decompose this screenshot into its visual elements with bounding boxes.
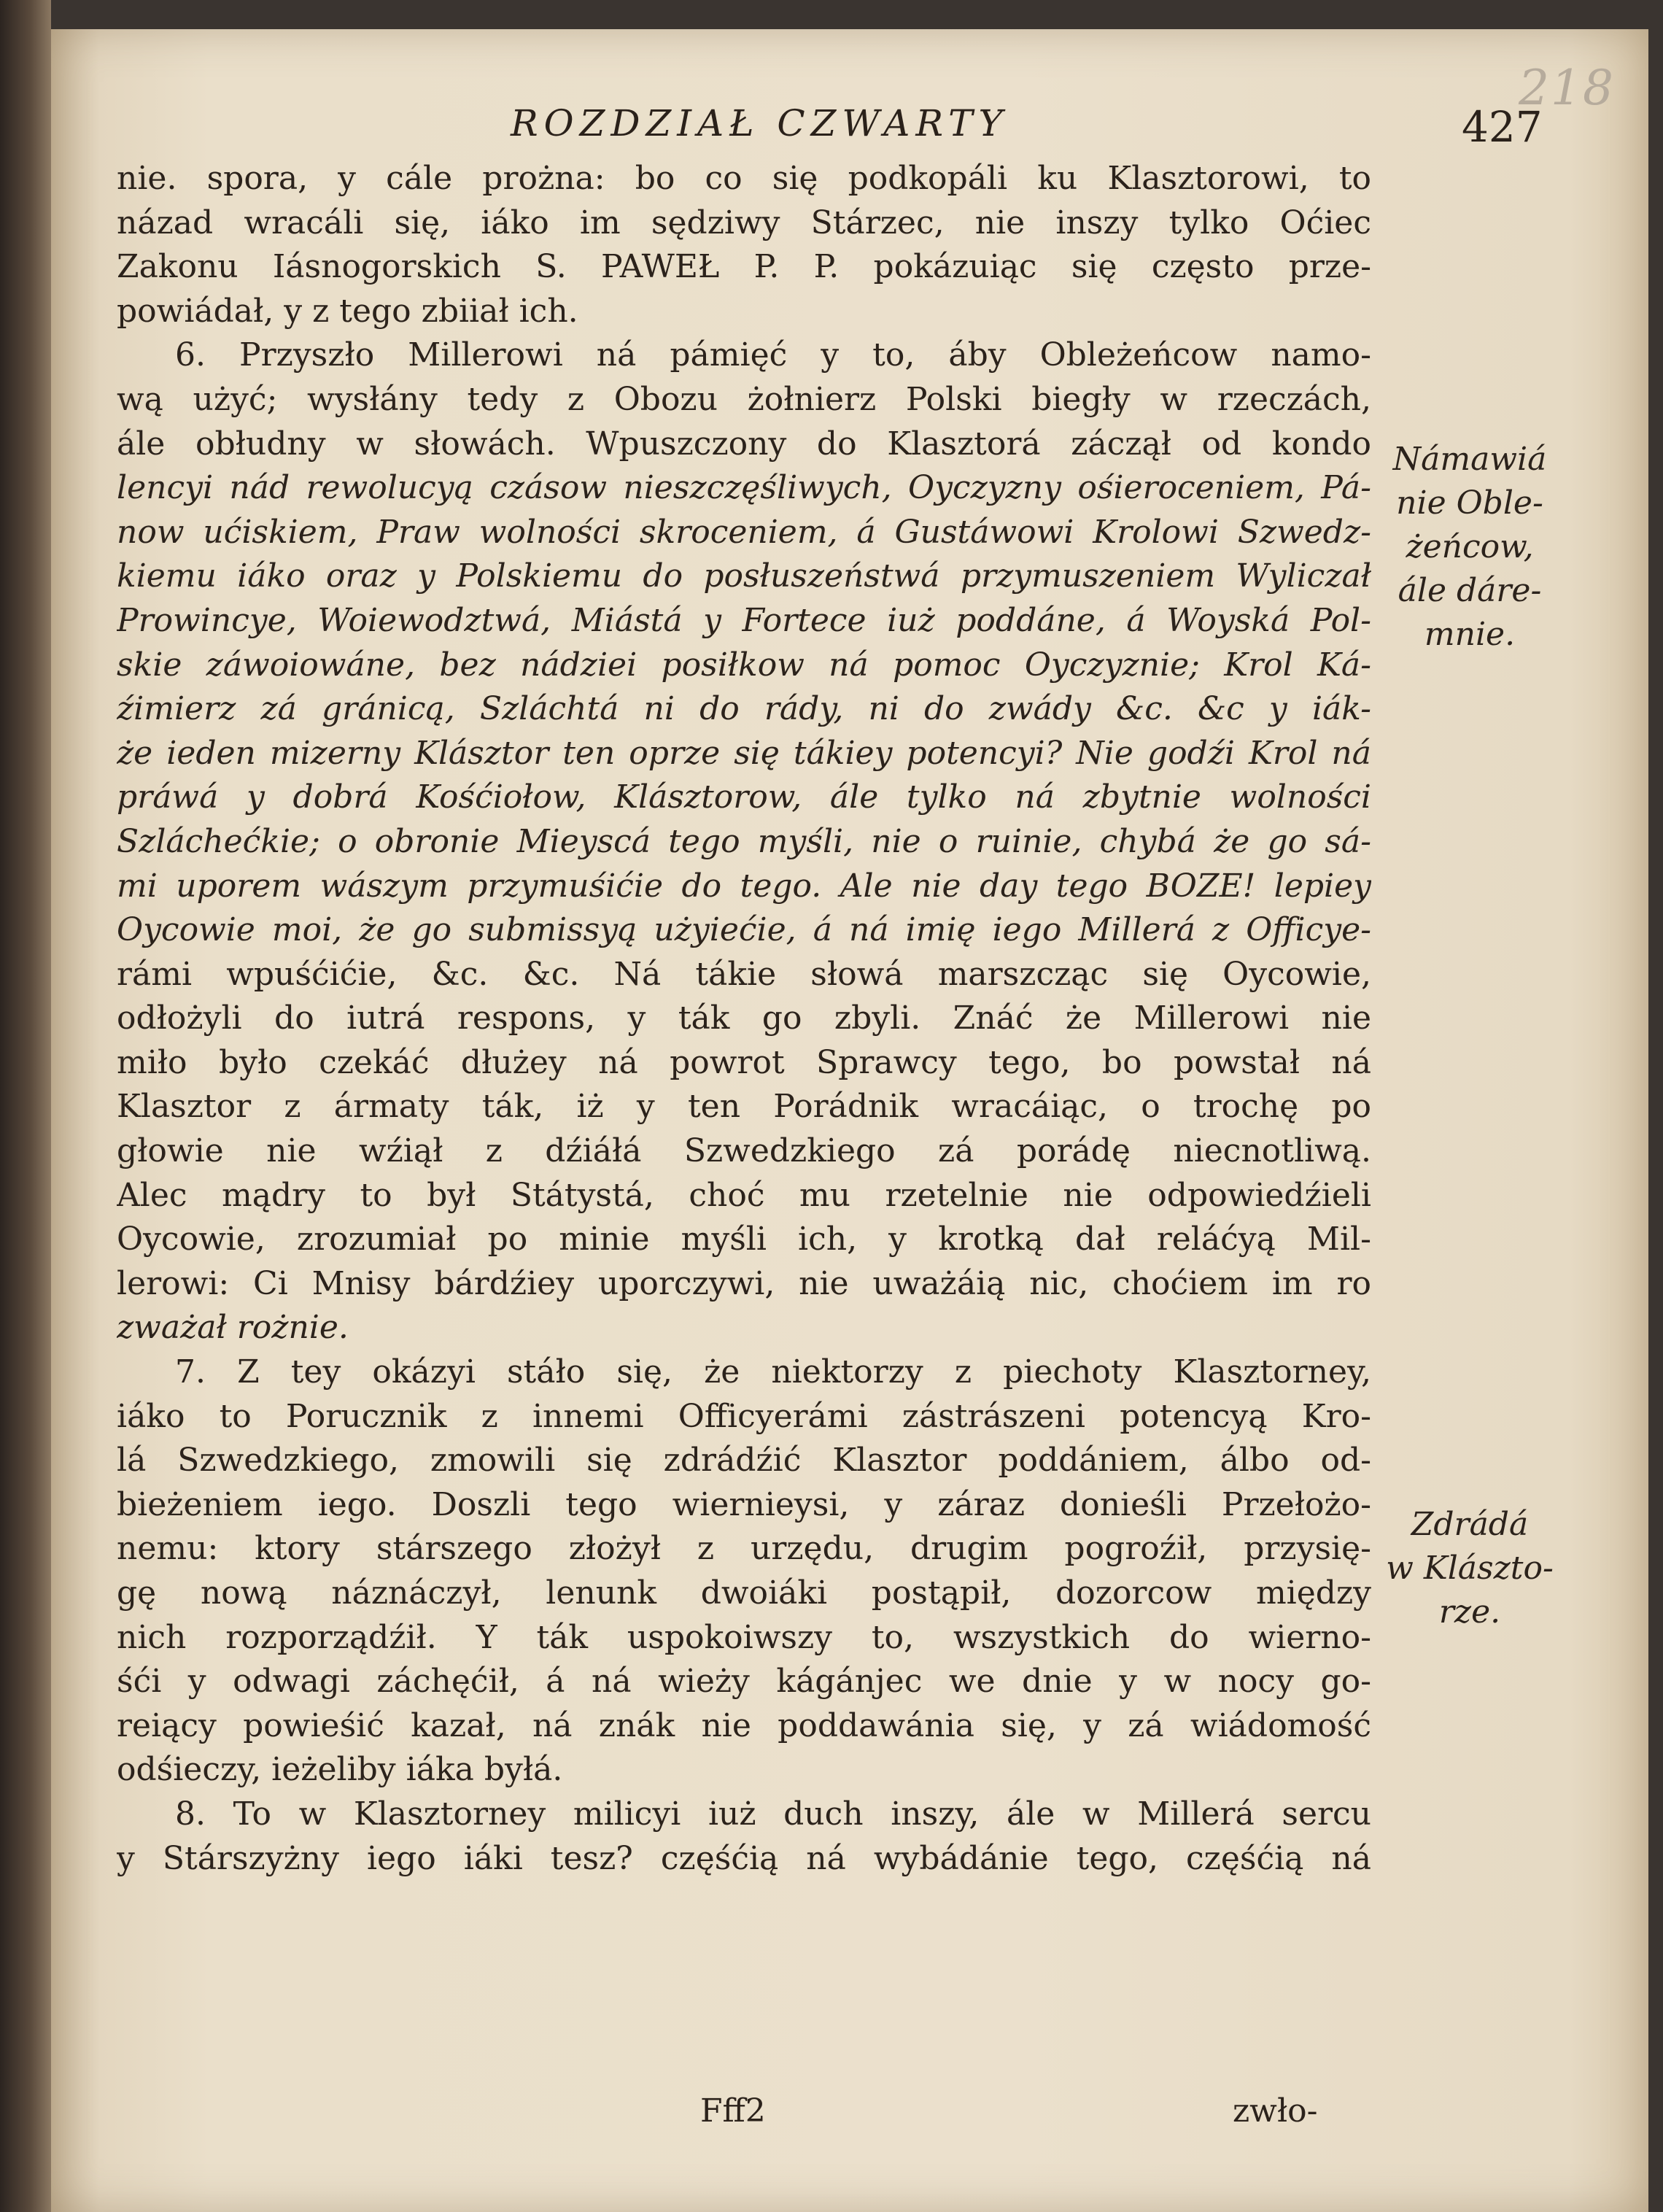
text-line: lá Szwedzkiego, zmowili się zdrádźić Klasztor poddániem, álbo od-: [117, 1442, 1371, 1480]
text-line: miło było czekáć dłużey ná powrot Sprawcy tego, bo powstał ná: [117, 1043, 1371, 1081]
text-line: głowie nie wźiął z dźiáłá Szwedzkiego zá porádę niecnotliwą.: [117, 1132, 1371, 1170]
margin-note-line: Zdrádá: [1411, 1506, 1529, 1543]
text-line: 6. Przyszło Millerowi ná pámięć y to, áby Obleżeńcow namo-: [175, 336, 1371, 374]
text-line: odśieczy, ieżeliby iáka byłá.: [117, 1751, 563, 1789]
text-line: bieżeniem iego. Doszli tego wiernieysi, y záraz donieśli Przełożo-: [117, 1485, 1371, 1523]
text-line: nemu: ktory stárszego złożył z urzędu, drugim pogroźił, przysię-: [117, 1530, 1371, 1568]
text-line: reiący powieśić kazał, ná znák nie poddawánia się, y zá wiádomość: [117, 1706, 1371, 1744]
text-line: że ieden mizerny Klásztor ten oprze się tákiey potencyi? Nie godźi Krol ná: [117, 734, 1371, 772]
catchword: zwło-: [1233, 2092, 1318, 2130]
pencil-page-number: 218: [1519, 60, 1615, 116]
text-line: práwá y dobrá Kośćiołow, Klásztorow, ále tylko ná zbytnie wolności: [117, 778, 1371, 816]
margin-note-line: rze.: [1438, 1593, 1501, 1631]
text-line: zważał rożnie.: [117, 1309, 349, 1347]
margin-note-treason: [1379, 1503, 1561, 1634]
text-line: Oycowie moi, że go submissyą użyiećie, á ná imię iego Millerá z Officye-: [117, 911, 1371, 949]
text-line: lerowi: Ci Mnisy bárdźiey uporczywi, nie uważáią nic, choćiem im ro: [117, 1264, 1371, 1302]
margin-note-line: ále dáre-: [1398, 572, 1542, 609]
text-line: powiádał, y z tego zbiiał ich.: [117, 292, 578, 330]
text-line: kiemu iáko oraz y Polskiemu do posłuszeństwá przymuszeniem Wyliczał: [117, 557, 1371, 595]
text-line: nich rozporządźił. Y ták uspokoiwszy to, wszystkich do wierno-: [117, 1618, 1371, 1656]
text-line: y Stárszyżny iego iáki tesz? częśćią ná wybádánie tego, częśćią ná: [117, 1839, 1371, 1877]
margin-note-line: mnie.: [1424, 616, 1516, 653]
text-line: ále obłudny w słowách. Wpuszczony do Klasztorá záczął od kondo: [117, 425, 1371, 463]
text-line: 8. To w Klasztorney milicyi iuż duch inszy, ále w Millerá sercu: [175, 1795, 1371, 1833]
margin-note-line: w Klászto-: [1386, 1550, 1554, 1587]
text-line: śći y odwagi záchęćił, á ná wieży kágánjec we dnie y w nocy go-: [117, 1663, 1371, 1701]
text-line: wą użyć; wysłány tedy z Obozu żołnierz Polski biegły w rzeczách,: [117, 380, 1371, 418]
text-line: odłożyli do iutrá respons, y ták go zbyli. Znáć że Millerowi nie: [117, 999, 1371, 1037]
body-text: [117, 157, 1371, 1881]
folio-number: 427: [1462, 102, 1543, 152]
text-line: skie záwoiowáne, bez nádziei posiłkow ná pomoc Oyczyznie; Krol Ká-: [117, 646, 1371, 684]
text-line: rámi wpuśćićie, &c. &c. Ná tákie słowá marszcząc się Oycowie,: [117, 955, 1371, 993]
text-line: iáko to Porucznik z innemi Officyerámi zástrászeni potencyą Kro-: [117, 1397, 1371, 1435]
margin-note-line: Námawiá: [1392, 441, 1547, 478]
text-line: mi uporem wászym przymuśićie do tego. Ale nie day tego BOZE! lepiey: [117, 867, 1371, 905]
text-line: źimierz zá gránicą, Szláchtá ni do rády, ni do zwády &c. &c y iák-: [117, 690, 1371, 728]
signature-mark: Fff2: [700, 2092, 766, 2130]
text-line: Klasztor z ármaty ták, iż y ten Porádnik wracáiąc, o trochę po: [117, 1088, 1371, 1126]
text-line: Szláchećkie; o obronie Mieyscá tego myśli, nie o ruinie, chybá że go sá-: [117, 822, 1371, 860]
text-line: 7. Z tey okázyi stáło się, że niektorzy z piechoty Klasztorney,: [175, 1353, 1371, 1391]
text-line: názad wracáli się, iáko im sędziwy Stárzec, nie inszy tylko Oćiec: [117, 204, 1371, 241]
text-line: now ućiskiem, Praw wolności skroceniem, á Gustáwowi Krolowi Szwedz-: [117, 513, 1371, 551]
text-line: Alec mądry to był Státystá, choć mu rzetelnie nie odpowiedźieli: [117, 1176, 1371, 1214]
text-line: nie. spora, y cále prożna: bo co się podkopáli ku Klasztorowi, to: [117, 160, 1371, 197]
text-line: Zakonu Iásnogorskich S. PAWEŁ P. P. pokázuiąc się często prze-: [117, 248, 1371, 286]
margin-note-persuasion: [1379, 438, 1561, 657]
text-line: gę nową náznáczył, lenunk dwoiáki postąpił, dozorcow między: [117, 1574, 1371, 1612]
running-head: ROZDZIAŁ CZWARTY: [511, 102, 1009, 144]
text-line: Prowincye, Woiewodztwá, Miástá y Fortece iuż poddáne, á Woyská Pol-: [117, 601, 1371, 639]
binding-gutter: [0, 0, 51, 2212]
text-line: Oycowie, zrozumiał po minie myśli ich, y krotką dał reláćyą Mil-: [117, 1221, 1371, 1258]
margin-note-line: nie Oble-: [1396, 484, 1543, 522]
margin-note-line: żeńcow,: [1406, 528, 1534, 565]
text-line: lencyi nád rewolucyą czásow nieszczęśliwych, Oyczyzny ośieroceniem, Pá-: [117, 469, 1371, 507]
